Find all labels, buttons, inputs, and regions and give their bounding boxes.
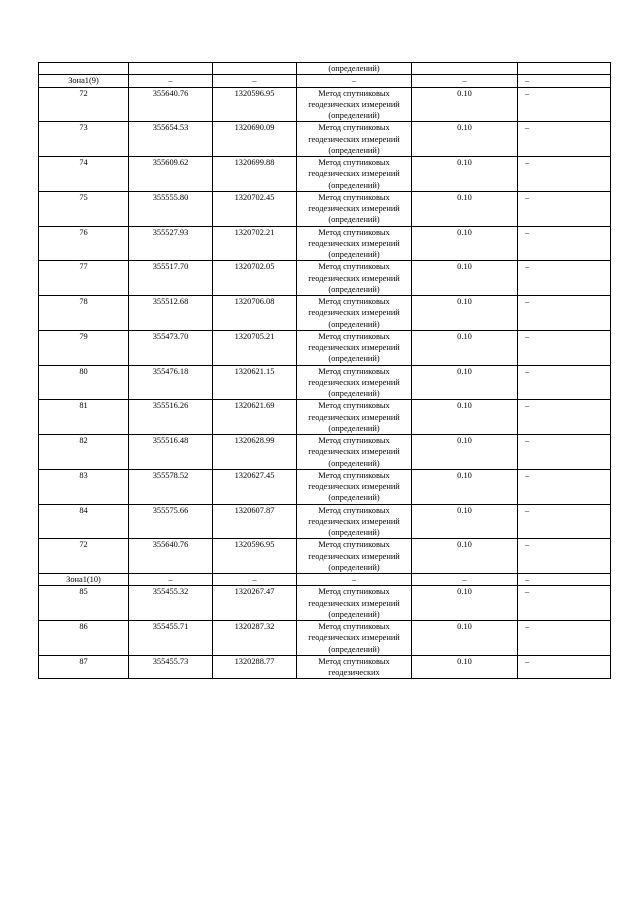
cell-point-number: 73 bbox=[39, 122, 129, 157]
table-row bbox=[39, 365, 611, 400]
cell-dash: – bbox=[213, 75, 297, 87]
cell-x: 355654.53 bbox=[129, 122, 213, 157]
cell-dash: – bbox=[297, 574, 412, 586]
cell-y: 1320288.77 bbox=[213, 655, 297, 679]
table-row bbox=[39, 586, 611, 621]
cell-accuracy: 0.10 bbox=[412, 655, 518, 679]
cell-note: – bbox=[518, 191, 611, 226]
cell-y: 1320627.45 bbox=[213, 469, 297, 504]
cell-point-number bbox=[39, 63, 129, 75]
cell-method: Метод спутниковых геодезических измерений (определений) bbox=[297, 539, 412, 574]
cell-y: 1320628.99 bbox=[213, 435, 297, 470]
cell-note: – bbox=[518, 122, 611, 157]
cell-method: Метод спутниковых геодезических измерений (определений) bbox=[297, 191, 412, 226]
table-row bbox=[39, 539, 611, 574]
cell-accuracy: 0.10 bbox=[412, 586, 518, 621]
cell-x bbox=[129, 63, 213, 75]
cell-accuracy bbox=[412, 63, 518, 75]
table-row bbox=[39, 400, 611, 435]
table-row bbox=[39, 296, 611, 331]
cell-y: 1320705.21 bbox=[213, 330, 297, 365]
cell-dash: – bbox=[297, 75, 412, 87]
cell-note: – bbox=[518, 469, 611, 504]
cell-accuracy: 0.10 bbox=[412, 330, 518, 365]
cell-x: 355555.80 bbox=[129, 191, 213, 226]
coordinates-table-body bbox=[39, 63, 611, 679]
table-row bbox=[39, 157, 611, 192]
table-row bbox=[39, 330, 611, 365]
cell-x: 355512.68 bbox=[129, 296, 213, 331]
table-row bbox=[39, 226, 611, 261]
cell-method: Метод спутниковых геодезических измерений (определений) bbox=[297, 87, 412, 122]
cell-point-number: 87 bbox=[39, 655, 129, 679]
cell-dash: – bbox=[129, 574, 213, 586]
cell-x: 355476.18 bbox=[129, 365, 213, 400]
cell-note: – bbox=[518, 586, 611, 621]
cell-accuracy: 0.10 bbox=[412, 296, 518, 331]
cell-method: Метод спутниковых геодезических измерений (определений) bbox=[297, 621, 412, 656]
cell-y: 1320621.69 bbox=[213, 400, 297, 435]
cell-y: 1320287.32 bbox=[213, 621, 297, 656]
zone-header-row bbox=[39, 75, 611, 87]
table-row bbox=[39, 191, 611, 226]
cell-point-number: 72 bbox=[39, 539, 129, 574]
cell-accuracy: 0.10 bbox=[412, 87, 518, 122]
cell-accuracy: 0.10 bbox=[412, 191, 518, 226]
cell-point-number: 80 bbox=[39, 365, 129, 400]
cell-method: Метод спутниковых геодезических измерений (определений) bbox=[297, 586, 412, 621]
cell-accuracy: 0.10 bbox=[412, 504, 518, 539]
cell-x: 355516.26 bbox=[129, 400, 213, 435]
cell-y: 1320690.09 bbox=[213, 122, 297, 157]
cell-accuracy: 0.10 bbox=[412, 226, 518, 261]
cell-y: 1320596.95 bbox=[213, 87, 297, 122]
cell-method: Метод спутниковых геодезических bbox=[297, 655, 412, 679]
cell-method: (определений) bbox=[297, 63, 412, 75]
cell-y: 1320702.21 bbox=[213, 226, 297, 261]
cell-dash: – bbox=[518, 574, 611, 586]
cell-accuracy: 0.10 bbox=[412, 469, 518, 504]
cell-method: Метод спутниковых геодезических измерений (определений) bbox=[297, 261, 412, 296]
cell-x: 355455.73 bbox=[129, 655, 213, 679]
cell-y: 1320607.87 bbox=[213, 504, 297, 539]
cell-y: 1320699.88 bbox=[213, 157, 297, 192]
cell-point-number: 85 bbox=[39, 586, 129, 621]
coordinates-table bbox=[38, 62, 611, 679]
cell-x: 355455.32 bbox=[129, 586, 213, 621]
cell-method: Метод спутниковых геодезических измерений (определений) bbox=[297, 122, 412, 157]
cell-note: – bbox=[518, 296, 611, 331]
cell-dash: – bbox=[213, 574, 297, 586]
cell-x: 355527.93 bbox=[129, 226, 213, 261]
table-row bbox=[39, 87, 611, 122]
cell-method: Метод спутниковых геодезических измерений (определений) bbox=[297, 400, 412, 435]
cell-point-number: 84 bbox=[39, 504, 129, 539]
zone-header-row bbox=[39, 574, 611, 586]
cell-point-number: 78 bbox=[39, 296, 129, 331]
cell-accuracy: 0.10 bbox=[412, 621, 518, 656]
table-row bbox=[39, 261, 611, 296]
cell-note: – bbox=[518, 226, 611, 261]
cell-dash: – bbox=[129, 75, 213, 87]
cell-x: 355517.70 bbox=[129, 261, 213, 296]
cell-note: – bbox=[518, 621, 611, 656]
zone-label: Зона1(10) bbox=[39, 574, 129, 586]
cell-x: 355640.76 bbox=[129, 539, 213, 574]
cell-x: 355609.62 bbox=[129, 157, 213, 192]
cell-x: 355473.70 bbox=[129, 330, 213, 365]
cell-point-number: 74 bbox=[39, 157, 129, 192]
cell-y: 1320702.05 bbox=[213, 261, 297, 296]
table-row bbox=[39, 435, 611, 470]
cell-dash: – bbox=[518, 75, 611, 87]
cell-note: – bbox=[518, 504, 611, 539]
cell-method: Метод спутниковых геодезических измерений (определений) bbox=[297, 504, 412, 539]
cell-note: – bbox=[518, 261, 611, 296]
cell-dash: – bbox=[412, 574, 518, 586]
cell-point-number: 76 bbox=[39, 226, 129, 261]
table-row bbox=[39, 655, 611, 679]
cell-accuracy: 0.10 bbox=[412, 400, 518, 435]
cell-note: – bbox=[518, 400, 611, 435]
cell-x: 355640.76 bbox=[129, 87, 213, 122]
cell-method: Метод спутниковых геодезических измерений (определений) bbox=[297, 435, 412, 470]
cell-y: 1320702.45 bbox=[213, 191, 297, 226]
zone-label: Зона1(9) bbox=[39, 75, 129, 87]
cell-point-number: 72 bbox=[39, 87, 129, 122]
cell-accuracy: 0.10 bbox=[412, 435, 518, 470]
cell-y bbox=[213, 63, 297, 75]
table-row bbox=[39, 469, 611, 504]
cell-note: – bbox=[518, 539, 611, 574]
cell-note: – bbox=[518, 87, 611, 122]
cell-note bbox=[518, 63, 611, 75]
cell-note: – bbox=[518, 330, 611, 365]
cell-x: 355516.48 bbox=[129, 435, 213, 470]
cell-method: Метод спутниковых геодезических измерений (определений) bbox=[297, 330, 412, 365]
cell-method: Метод спутниковых геодезических измерений (определений) bbox=[297, 157, 412, 192]
cell-accuracy: 0.10 bbox=[412, 157, 518, 192]
cell-x: 355455.71 bbox=[129, 621, 213, 656]
table-row bbox=[39, 621, 611, 656]
cell-point-number: 75 bbox=[39, 191, 129, 226]
cell-point-number: 82 bbox=[39, 435, 129, 470]
cell-y: 1320267.47 bbox=[213, 586, 297, 621]
cell-y: 1320596.95 bbox=[213, 539, 297, 574]
cell-accuracy: 0.10 bbox=[412, 365, 518, 400]
table-row bbox=[39, 504, 611, 539]
table-row-continued bbox=[39, 63, 611, 75]
cell-method: Метод спутниковых геодезических измерений (определений) bbox=[297, 296, 412, 331]
cell-note: – bbox=[518, 365, 611, 400]
cell-method: Метод спутниковых геодезических измерений (определений) bbox=[297, 469, 412, 504]
cell-accuracy: 0.10 bbox=[412, 261, 518, 296]
cell-dash: – bbox=[412, 75, 518, 87]
cell-point-number: 77 bbox=[39, 261, 129, 296]
cell-method: Метод спутниковых геодезических измерений (определений) bbox=[297, 226, 412, 261]
cell-point-number: 83 bbox=[39, 469, 129, 504]
cell-x: 355578.52 bbox=[129, 469, 213, 504]
cell-note: – bbox=[518, 655, 611, 679]
cell-accuracy: 0.10 bbox=[412, 122, 518, 157]
cell-point-number: 81 bbox=[39, 400, 129, 435]
cell-point-number: 86 bbox=[39, 621, 129, 656]
table-row bbox=[39, 122, 611, 157]
cell-y: 1320706.08 bbox=[213, 296, 297, 331]
cell-accuracy: 0.10 bbox=[412, 539, 518, 574]
cell-method: Метод спутниковых геодезических измерений (определений) bbox=[297, 365, 412, 400]
cell-y: 1320621.15 bbox=[213, 365, 297, 400]
cell-point-number: 79 bbox=[39, 330, 129, 365]
cell-note: – bbox=[518, 157, 611, 192]
cell-note: – bbox=[518, 435, 611, 470]
cell-x: 355575.66 bbox=[129, 504, 213, 539]
